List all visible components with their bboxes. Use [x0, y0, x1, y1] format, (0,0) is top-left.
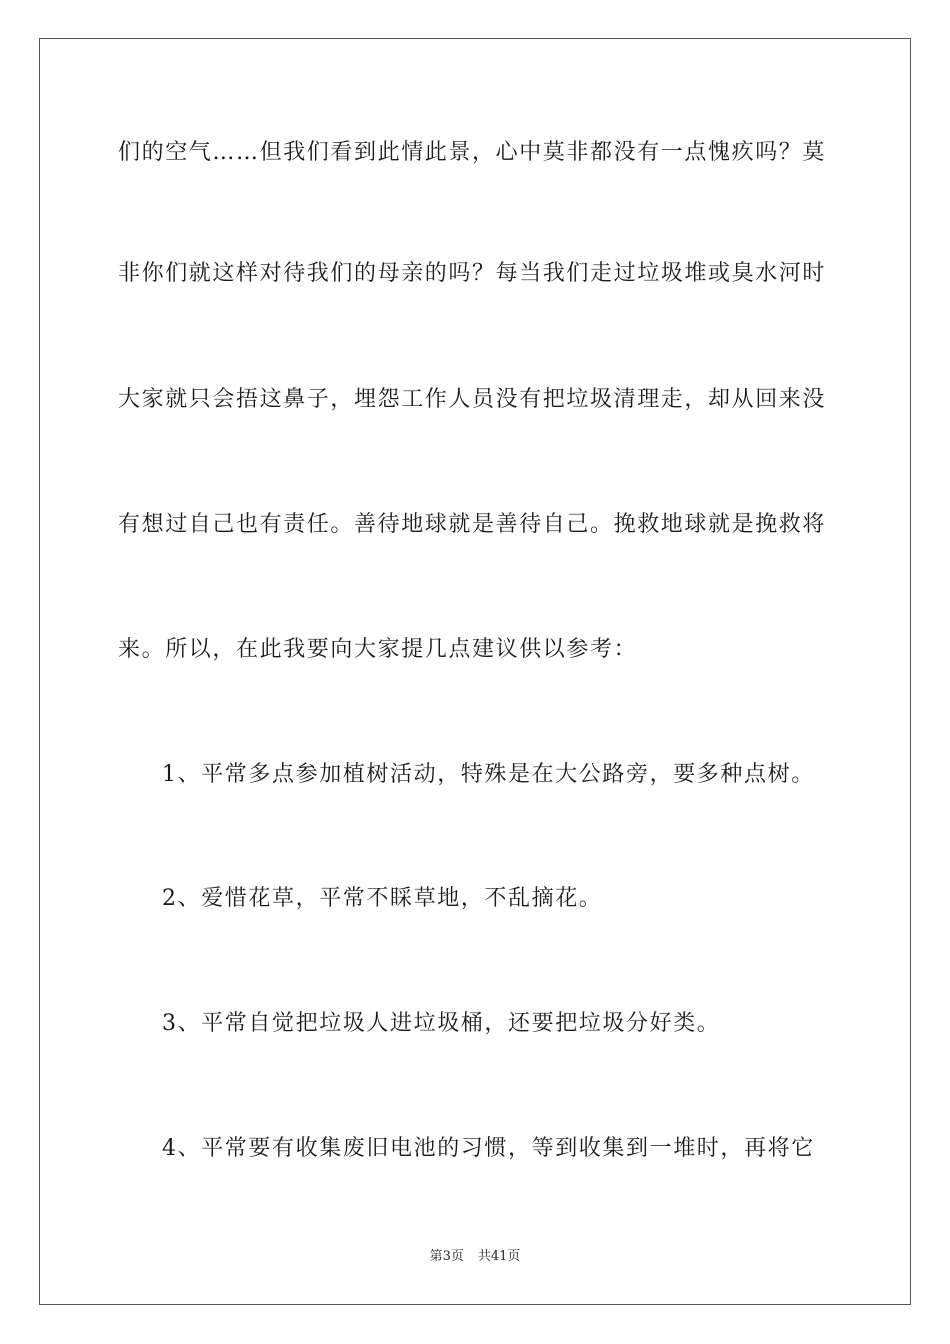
- list-item-2: 2、爱惜花草，平常不睬草地，不乱摘花。: [162, 886, 603, 911]
- list-item-1: 1、平常多点参加植树活动，特殊是在大公路旁，要多种点树。: [162, 762, 815, 787]
- page-border: [39, 38, 911, 1305]
- page-footer: [0, 1248, 950, 1266]
- paragraph-line-3: 大家就只会捂这鼻子，埋怨工作人员没有把垃圾清理走，却从回来没: [118, 387, 827, 412]
- paragraph-line-1: 们的空气……但我们看到此情此景，心中莫非都没有一点愧疚吗？莫: [118, 140, 827, 165]
- paragraph-line-4: 有想过自己也有责任。善待地球就是善待自己。挽救地球就是挽救将: [118, 512, 827, 537]
- paragraph-line-5: 来。所以，在此我要向大家提几点建议供以参考：: [118, 637, 638, 662]
- paragraph-line-2: 非你们就这样对待我们的母亲的吗？每当我们走过垃圾堆或臭水河时: [118, 261, 827, 286]
- list-item-4: 4、平常要有收集废旧电池的习惯，等到收集到一堆时，再将它: [162, 1136, 815, 1161]
- page-total: 共41页: [477, 1249, 521, 1264]
- list-item-3: 3、平常自觉把垃圾人进垃圾桶，还要把垃圾分好类。: [162, 1011, 721, 1036]
- page-number: 第3页: [429, 1249, 464, 1264]
